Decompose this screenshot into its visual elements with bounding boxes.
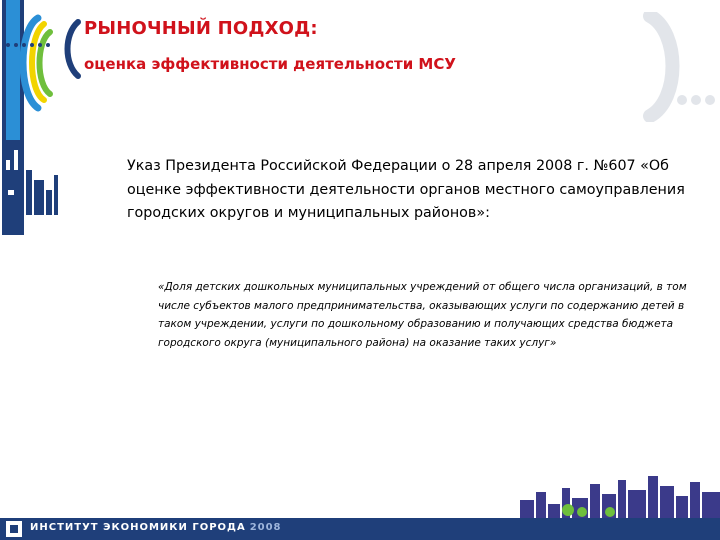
institute-logo-icon <box>6 521 22 537</box>
city-skyline-icon <box>520 470 720 520</box>
slide-title: РЫНОЧНЫЙ ПОДХОД: <box>84 18 318 39</box>
footer-org <box>30 522 282 533</box>
footer-org-name: ИНСТИТУТ ЭКОНОМИКИ ГОРОДА <box>30 522 246 533</box>
footer-year: 2008 <box>249 522 282 533</box>
quote-text: «Доля детских дошкольных муниципальных учреждений от общего числа организаций, в том числе субъектов малого предпринимательства, оказывающих услуги по содержанию детей в таком учреждении, услуги по дошкольному образованию и получающих средства бюджета городского округа (муниципального района) на оказание таких услуг» <box>158 281 687 349</box>
footer-bar <box>0 518 720 540</box>
decree-text: Указ Президента Российской Федерации о 28 апреля 2008 г. №607 «Об оценке эффективности деятельности органов местного самоуправления городских округов и муниципальных районов»: <box>127 158 685 221</box>
slide-subtitle: оценка эффективности деятельности МСУ <box>84 55 456 73</box>
big-bracket-icon <box>640 12 720 122</box>
brackets-logo-icon <box>0 0 84 240</box>
